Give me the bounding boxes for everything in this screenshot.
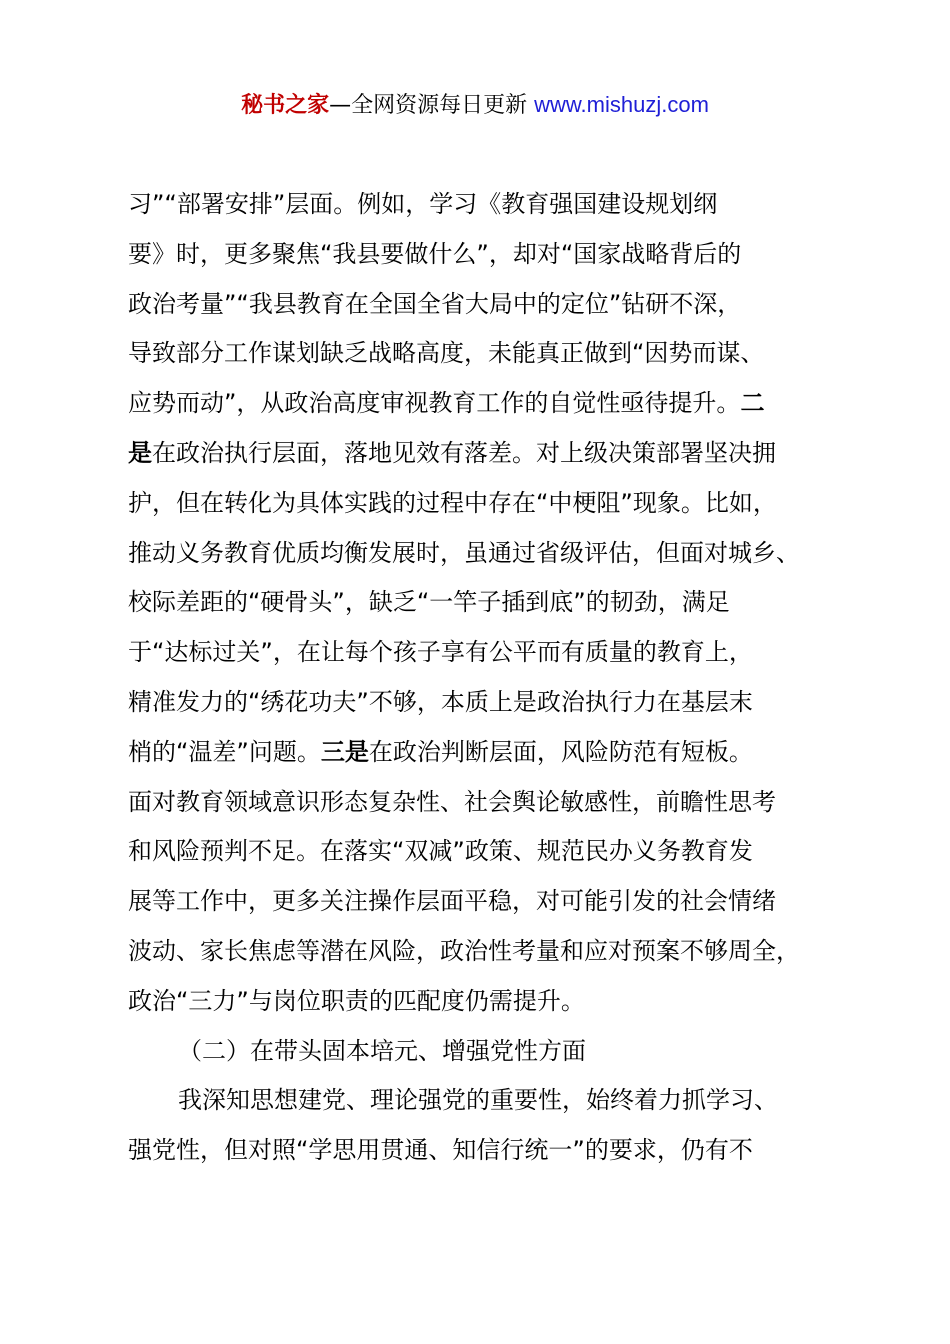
emphasis-marker: 是 xyxy=(128,438,152,467)
text-line xyxy=(128,379,848,429)
header-url[interactable]: www.mishuzj.com xyxy=(534,92,709,117)
text-line xyxy=(128,429,848,479)
text-line: 面对教育领域意识形态复杂性、社会舆论敏感性，前瞻性思考 xyxy=(128,787,776,816)
text-line: 强党性，但对照“学思用贯通、知信行统一”的要求，仍有不 xyxy=(128,1136,753,1165)
emphasis-marker: 三是 xyxy=(320,737,369,766)
text-line: 和风险预判不足。在落实“双减”政策、规范民办义务教育发 xyxy=(128,837,753,866)
text-segment: 在政治执行层面，落地见效有落差。对上级决策部署坚决拥 xyxy=(152,438,776,467)
section-heading: （二）在带头固本培元、增强党性方面 xyxy=(178,1036,586,1065)
text-segment: 在政治判断层面，风险防范有短板。 xyxy=(368,737,753,766)
document-body xyxy=(128,180,848,1176)
text-segment: 梢的“温差”问题。 xyxy=(128,737,321,766)
text-line: 我深知思想建党、理论强党的重要性，始终着力抓学习、 xyxy=(178,1086,778,1115)
text-line: 护，但在转化为具体实践的过程中存在“中梗阻”现象。比如， xyxy=(128,488,777,517)
header-brand: 秘书之家 xyxy=(241,93,330,118)
text-line: 政治“三力”与岗位职责的匹配度仍需提升。 xyxy=(128,986,585,1015)
text-line: 展等工作中，更多关注操作层面平稳，对可能引发的社会情绪 xyxy=(128,887,776,916)
emphasis-marker: 二 xyxy=(740,389,765,418)
text-line: 精准发力的“绣花功夫”不够，本质上是政治执行力在基层末 xyxy=(128,687,753,716)
text-line: 校际差距的“硬骨头”，缺乏“一竿子插到底”的韧劲，满足 xyxy=(128,588,730,617)
text-line: 习”“部署安排”层面。例如，学习《教育强国建设规划纲 xyxy=(128,190,718,218)
text-line: 于“达标过关”，在让每个孩子享有公平而有质量的教育上， xyxy=(128,638,753,667)
text-line: 推动义务教育优质均衡发展时，虽通过省级评估，但面对城乡、 xyxy=(128,538,800,567)
text-line: 波动、家长焦虑等潜在风险，政治性考量和应对预案不够周全， xyxy=(128,936,800,965)
text-line: 导致部分工作谋划缺乏战略高度，未能真正做到“因势而谋、 xyxy=(128,339,765,368)
page-header xyxy=(0,88,950,123)
text-segment: 应势而动”，从政治高度审视教育工作的自觉性亟待提升。 xyxy=(128,389,741,418)
text-line: 要》时，更多聚焦“我县要做什么”，却对“国家战略背后的 xyxy=(128,239,742,268)
text-line xyxy=(128,728,848,778)
header-tagline: —全网资源每日更新 xyxy=(329,93,528,118)
text-line: 政治考量”“我县教育在全国全省大局中的定位”钻研不深， xyxy=(128,289,742,318)
